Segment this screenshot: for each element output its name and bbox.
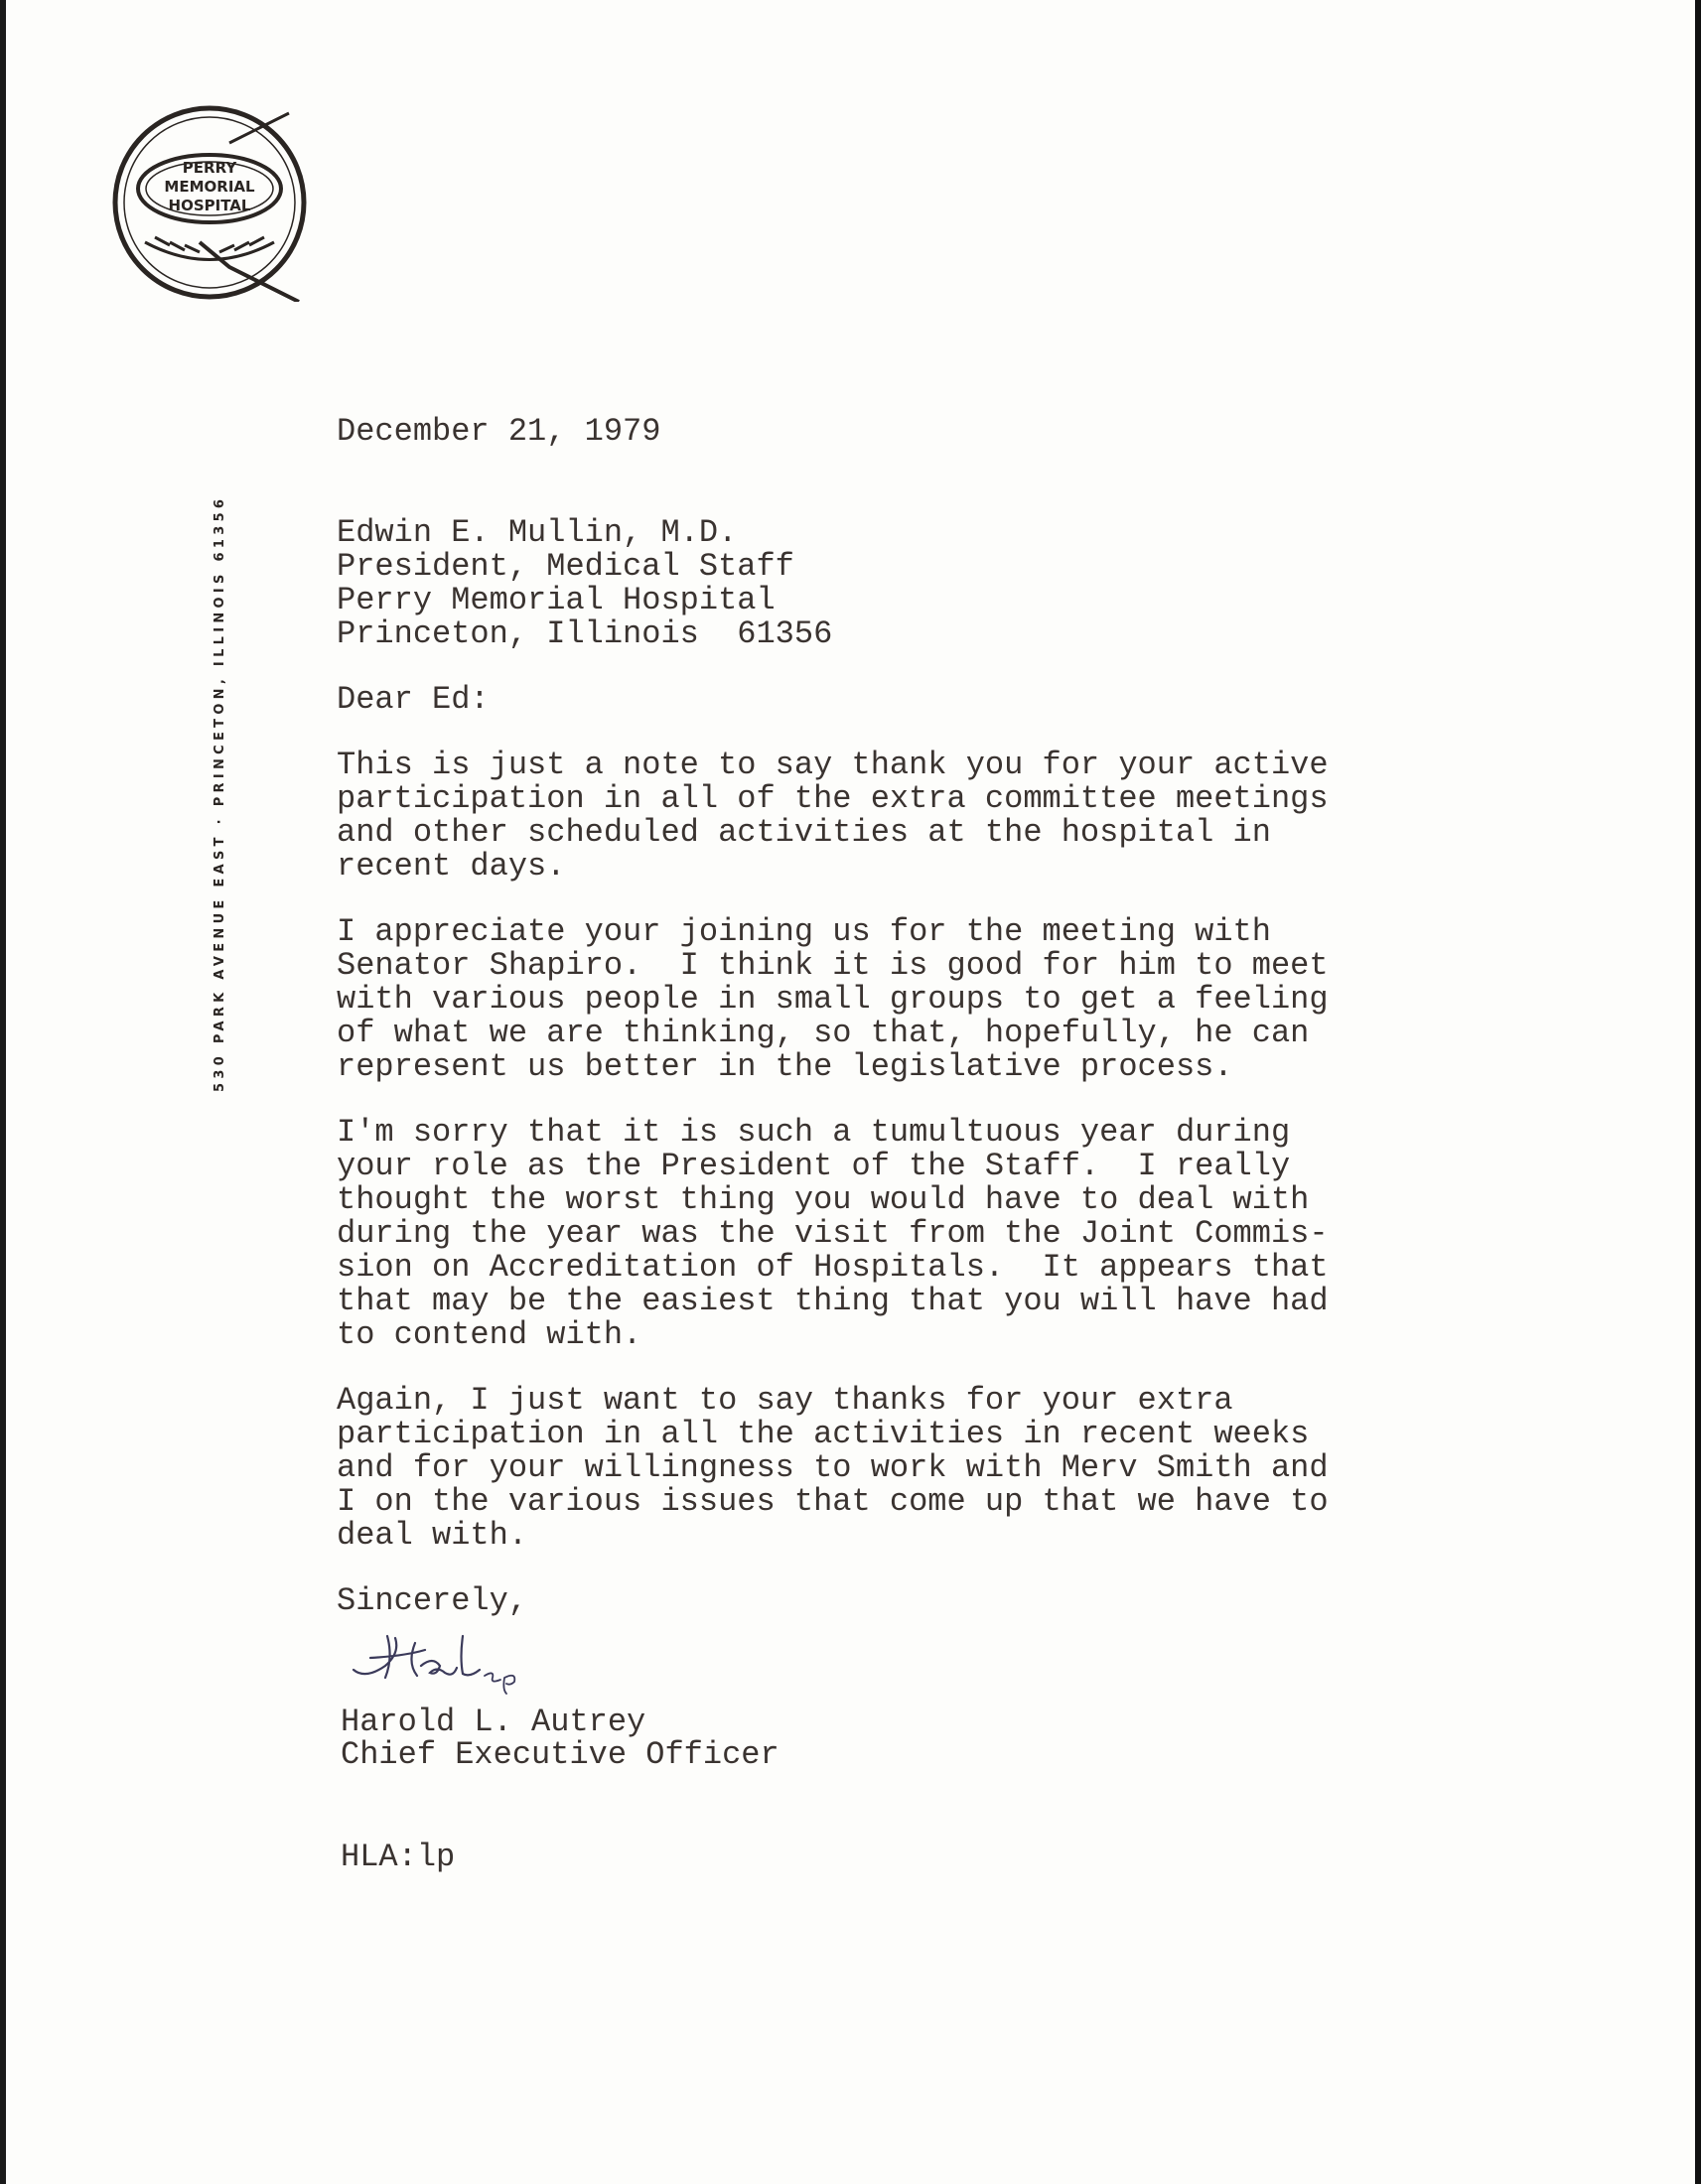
- paragraph-line: Again, I just want to say thanks for your extra: [337, 1382, 1233, 1419]
- letter-body: [337, 415, 1429, 1618]
- paragraph-line: thought the worst thing you would have to deal with: [337, 1181, 1310, 1218]
- paragraph-line: during the year was the visit from the Joint Commis-: [337, 1215, 1329, 1252]
- letter-page: [6, 0, 1695, 2184]
- signer-name: Harold L. Autrey: [341, 1704, 646, 1740]
- handwritten-signature: [346, 1628, 554, 1698]
- paragraph-line: of what we are thinking, so that, hopefully, he can: [337, 1015, 1310, 1051]
- closing: Sincerely,: [337, 1582, 528, 1619]
- svg-text:PERRY: PERRY: [182, 159, 237, 177]
- paragraph-line: I'm sorry that it is such a tumultuous year during: [337, 1114, 1291, 1151]
- recipient-line: Princeton, Illinois 61356: [337, 615, 833, 652]
- hospital-logo: [110, 103, 309, 302]
- paragraph: [337, 1116, 1429, 1352]
- recipient-line: President, Medical Staff: [337, 548, 794, 585]
- svg-text:HOSPITAL: HOSPITAL: [168, 197, 251, 214]
- paragraph-line: your role as the President of the Staff. I really: [337, 1148, 1291, 1184]
- salutation: Dear Ed:: [337, 681, 490, 718]
- signer-title: Chief Executive Officer: [341, 1736, 780, 1773]
- paragraph-line: This is just a note to say thank you for your active: [337, 747, 1329, 783]
- paragraph-line: participation in all of the extra committee meetings: [337, 780, 1329, 817]
- signature-block: [341, 1706, 780, 1771]
- recipient-line: Edwin E. Mullin, M.D.: [337, 514, 738, 551]
- paragraph-line: Senator Shapiro. I think it is good for him to meet: [337, 947, 1329, 984]
- letter-date: December 21, 1979: [337, 413, 661, 450]
- paragraph: [337, 749, 1429, 884]
- paragraph: [337, 1384, 1429, 1553]
- paragraph-line: deal with.: [337, 1517, 528, 1554]
- paragraph-line: to contend with.: [337, 1316, 642, 1353]
- recipient-line: Perry Memorial Hospital: [337, 582, 776, 618]
- paragraph-line: and other scheduled activities at the hospital in: [337, 814, 1271, 851]
- paragraph-line: with various people in small groups to get a feeling: [337, 981, 1329, 1018]
- paragraph-line: represent us better in the legislative process.: [337, 1048, 1233, 1085]
- paragraph-line: I appreciate your joining us for the meeting with: [337, 913, 1271, 950]
- paragraph-line: and for your willingness to work with Merv Smith and: [337, 1449, 1329, 1486]
- paragraph-line: I on the various issues that come up that we have to: [337, 1483, 1329, 1520]
- reference-initials: HLA:lp: [341, 1839, 456, 1875]
- paragraph-line: that may be the easiest thing that you will have had: [337, 1283, 1329, 1319]
- paragraph-line: participation in all the activities in recent weeks: [337, 1416, 1310, 1452]
- paragraph-line: sion on Accreditation of Hospitals. It appears that: [337, 1249, 1329, 1286]
- letterhead-address: 530 PARK AVENUE EAST · PRINCETON, ILLINOIS 61356: [213, 494, 227, 1092]
- svg-text:MEMORIAL: MEMORIAL: [164, 178, 255, 196]
- paragraph-line: recent days.: [337, 848, 566, 885]
- recipient-address: [337, 516, 1429, 651]
- paragraph: [337, 915, 1429, 1084]
- scan-edge: [1695, 0, 1701, 2184]
